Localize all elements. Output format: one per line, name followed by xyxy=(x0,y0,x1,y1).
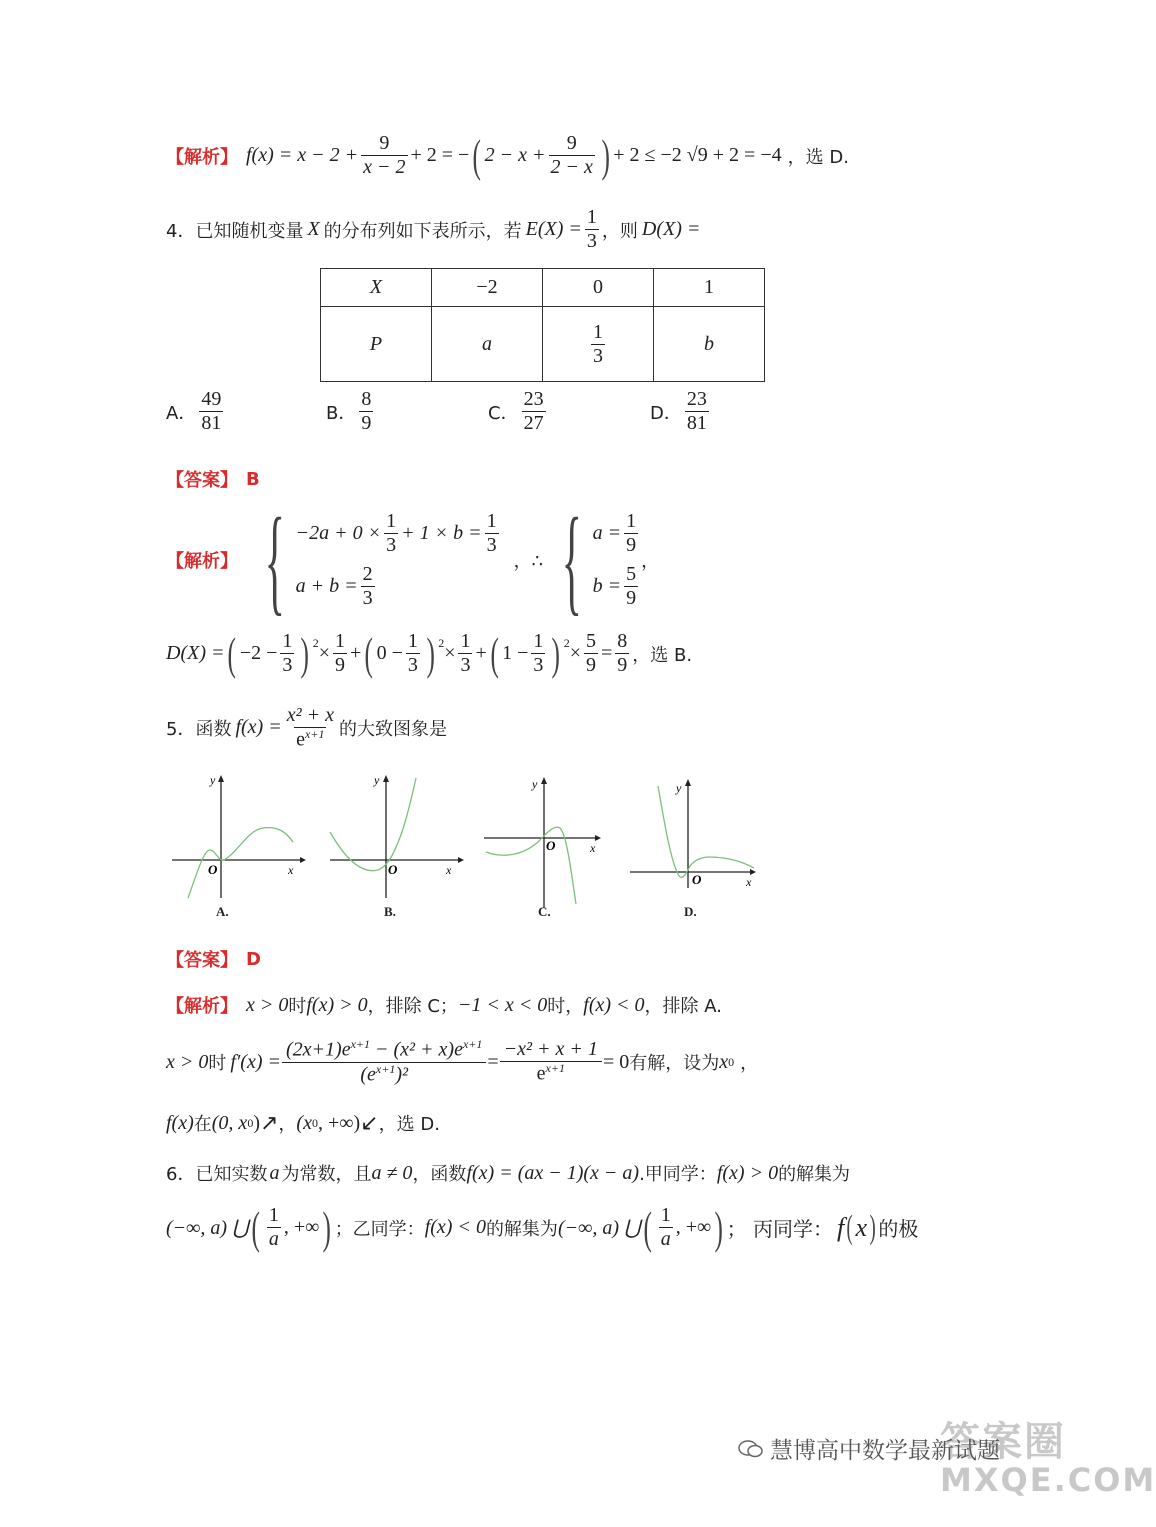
fraction: $\frac{1}{3}$ xyxy=(533,630,544,676)
table-cell: −2 xyxy=(432,269,543,307)
q5-answer xyxy=(166,946,269,972)
math-text: f(x) = x − 2 + xyxy=(246,144,359,166)
fraction: $\frac{9}{2 - x}$ xyxy=(550,132,593,178)
q6-stem-1: 6．已知实数 a 为常数，且 a ≠ 0 ，函数 f(x) = (ax − 1)(x − a) .甲同学： f(x) > 0 的解集为 xyxy=(166,1161,851,1185)
svg-text:x: x xyxy=(590,841,596,855)
table-row xyxy=(321,307,765,382)
analysis-label: 【解析】 xyxy=(166,551,238,572)
fraction: $\frac{5}{9}$ xyxy=(626,563,637,609)
svg-text:O: O xyxy=(388,862,398,877)
distribution-table xyxy=(320,268,765,382)
math-text: + 2 = − xyxy=(410,144,470,166)
analysis-label: 【解析】 xyxy=(166,996,238,1017)
fraction: $\frac{2}{3}$ xyxy=(362,563,373,609)
wechat-icon xyxy=(738,1439,764,1459)
fraction: $\frac{1}{3}$ xyxy=(486,510,497,556)
option-a[interactable]: A． $\frac{49}{81}$ xyxy=(166,388,222,434)
q4-variance: D(X) = ( −2 − $\frac{1}{3}$ ) 2 × $\frac{1}{9}$ + ( 0 − $\frac{1}{3}$ ) 2 × $\frac{1}{3}$ + ( 1 − $\frac{1}{3}$ ) 2 × $\frac{5}{9}$ = $\frac{8}{9}$ ，选 B. xyxy=(166,627,693,679)
math-text: D(X) = xyxy=(641,218,701,240)
question-text: 4．已知随机变量 xyxy=(166,220,304,242)
table-cell: P xyxy=(321,307,432,382)
table-row xyxy=(321,269,765,307)
table-cell: b xyxy=(654,307,765,382)
q5-explanation-2: x > 0 时 f′(x) = $\frac{(2x+1)e^{x+1} - (x^2 + x)e^{x+1}}{(e^{x+1})^2}$ = $\frac{\text{−x² + x + 1}}{e^{x+1}}$ = 0 有解，设为 x 0 ， xyxy=(166,1037,759,1086)
fraction: $\frac{1}{3}$ xyxy=(407,630,418,676)
q4-answer xyxy=(166,466,268,492)
q6-stem-2: (−∞, a) ⋃ ( $\frac{1}{a}$ , +∞ ) ；乙同学： f(x) < 0 的解集为 (−∞, a) ⋃ ( $\frac{1}{a}$ , +∞ ) ； 丙同学： f ( x ) 的极 xyxy=(166,1201,919,1253)
fraction: $\frac{8}{9}$ xyxy=(361,388,372,434)
answer-value: D xyxy=(246,948,261,970)
fraction: $\frac{23}{27}$ xyxy=(523,388,544,434)
graph-c[interactable] xyxy=(482,770,612,916)
fraction: $\frac{23}{81}$ xyxy=(686,388,707,434)
graph-d[interactable] xyxy=(628,770,763,906)
table-cell: 1 xyxy=(654,269,765,307)
svg-text:x: x xyxy=(288,863,294,877)
fraction: $\frac{49}{81}$ xyxy=(201,388,222,434)
fraction: $\frac{1}{a}$ xyxy=(660,1204,671,1250)
svg-text:O: O xyxy=(208,862,218,877)
table-cell: 0 xyxy=(543,269,654,307)
question-text: 的分布列如下表所示，若 xyxy=(323,220,522,242)
q5-stem: 5．函数 f(x) = $\frac{\text{x² + x}}{e^{x+1}}$ 的大致图象是 xyxy=(166,704,447,751)
fraction: $\frac{1}{9}$ xyxy=(334,630,345,676)
math-text: + 2 ≤ −2 √9 + 2 = −4 xyxy=(613,144,782,166)
choice-text: ，选 D. xyxy=(787,146,849,168)
graph-label-a: A. xyxy=(216,904,229,919)
fraction: $\frac{1}{3}$ xyxy=(282,630,293,676)
fraction: $\frac{8}{9}$ xyxy=(617,630,628,676)
table-cell: X xyxy=(321,269,432,307)
fraction: $\frac{9}{x - 2}$ xyxy=(363,132,406,178)
graph-label-c: C. xyxy=(538,904,551,919)
fraction: $\frac{1}{3}$ xyxy=(586,206,597,252)
fraction: $\frac{5}{9}$ xyxy=(585,630,596,676)
q4-stem xyxy=(166,206,700,253)
q5-explanation-3: f(x) 在 (0, x 0 ) ↗ ， (x 0 , +∞) ↙ ，选 D. xyxy=(166,1110,440,1135)
fraction: $\frac{\text{−x² + x + 1}}{e^{x+1}}$ xyxy=(502,1038,600,1086)
option-b[interactable]: B． $\frac{8}{9}$ xyxy=(326,388,372,434)
increasing-arrow-icon: ↗ xyxy=(259,1110,279,1135)
table-cell: $\frac{1}{3}$ xyxy=(543,307,654,382)
table-cell: a xyxy=(432,307,543,382)
fraction: $\frac{1}{a}$ xyxy=(268,1204,279,1250)
decreasing-arrow-icon: ↙ xyxy=(360,1110,379,1135)
math-text: X xyxy=(307,218,320,240)
svg-text:x: x xyxy=(446,863,452,877)
svg-text:O: O xyxy=(692,872,702,887)
svg-text:y: y xyxy=(676,781,682,795)
analysis-label: 【解析】 xyxy=(166,146,238,168)
q4-system: 【解析】 { −2a + 0 × $\frac{1}{3}$ + 1 × b = $\frac{1}{3}$ a + b = $\frac{2}{3}$ ，∴ { a = $\frac{1}{9}$ b = $\frac{5}{9}$ ， xyxy=(166,493,660,626)
graph-b[interactable] xyxy=(326,770,466,906)
answer-value: B xyxy=(246,468,260,490)
site-watermark: 答案圈 MXQE.COM xyxy=(940,1419,1156,1499)
graph-label-d: D. xyxy=(684,904,697,919)
question-text: ，则 xyxy=(601,220,638,242)
answer-label: 【答案】 xyxy=(166,950,238,971)
svg-text:x: x xyxy=(746,875,752,889)
math-text: 2 − x + xyxy=(484,144,546,166)
math-text: E(X) = xyxy=(525,218,582,240)
option-c[interactable]: C． $\frac{23}{27}$ xyxy=(488,388,544,434)
fraction: $\frac{1}{3}$ xyxy=(386,510,397,556)
option-d[interactable]: D． $\frac{23}{81}$ xyxy=(650,388,707,434)
answer-label: 【答案】 xyxy=(166,470,238,491)
fraction: $\frac{1}{9}$ xyxy=(626,510,637,556)
fraction: $\frac{(2x+1)e^{x+1} - (x^2 + x)e^{x+1}}{(e^{x+1})^2}$ xyxy=(284,1038,484,1086)
fraction: $\frac{\text{x² + x}}{e^{x+1}}$ xyxy=(286,704,334,751)
wechat-watermark: 慧博高中数学最新试题 xyxy=(738,1432,1000,1465)
graph-a[interactable] xyxy=(168,770,308,906)
q3-explanation: 【解析】 f(x) = x − 2 + $\frac{9}{x - 2}$ + 2 = − ( 2 − x + $\frac{9}{2 - x}$ ) + 2 ≤ −2 √9 + 2 = −4 ，选 D. xyxy=(166,129,849,181)
svg-text:y: y xyxy=(210,773,216,787)
fraction: $\frac{1}{3}$ xyxy=(460,630,471,676)
graph-label-b: B. xyxy=(384,904,396,919)
svg-text:y: y xyxy=(374,773,380,787)
svg-text:O: O xyxy=(546,838,556,853)
q5-explanation-1: 【解析】 x > 0 时 f(x) > 0 ，排除 C； −1 < x < 0 时， f(x) < 0 ，排除 A. xyxy=(166,993,722,1017)
svg-text:y: y xyxy=(532,777,538,791)
